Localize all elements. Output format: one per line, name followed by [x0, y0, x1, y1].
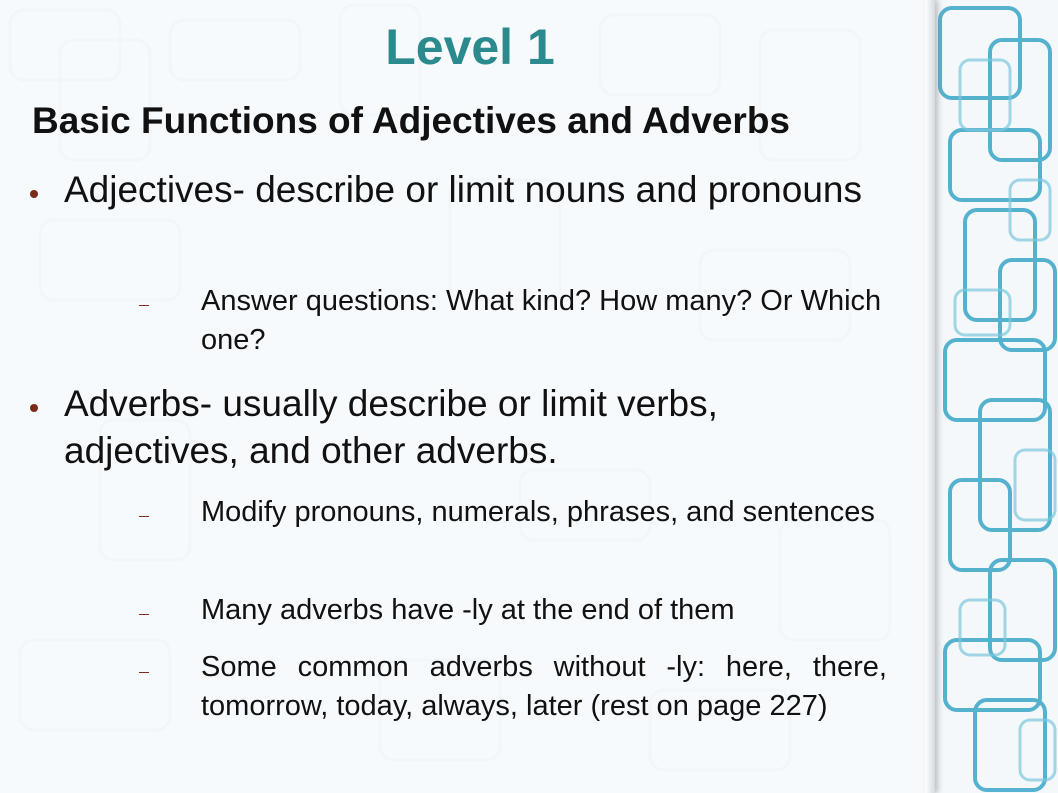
- bullet-dot: [30, 404, 38, 412]
- slide-subtitle: Basic Functions of Adjectives and Adverbs: [32, 100, 790, 141]
- bullet-dash: [139, 672, 149, 673]
- sub-bullet-common-adverbs: Some common adverbs without -ly: here, there, tomorrow, today, always, later (rest on page 227): [201, 651, 887, 722]
- bullet-dash: [139, 516, 149, 517]
- bullet-adverbs: Adverbs- usually describe or limit verbs, adjectives, and other adverbs.: [64, 383, 718, 471]
- sub-bullet-modify: Modify pronouns, numerals, phrases, and sentences: [201, 496, 875, 528]
- paper-edge-shadow: [925, 0, 935, 793]
- bullet-adjectives: Adjectives- describe or limit nouns and pronouns: [64, 169, 862, 210]
- sub-bullet-answer-questions: Answer questions: What kind? How many? Or Which one?: [201, 285, 882, 356]
- bullet-dash: [139, 305, 149, 306]
- sub-bullet-ly-ending: Many adverbs have -ly at the end of them: [201, 594, 735, 626]
- bullet-dash: [139, 614, 149, 615]
- bullet-dot: [30, 190, 38, 198]
- slide-title: Level 1: [385, 19, 555, 75]
